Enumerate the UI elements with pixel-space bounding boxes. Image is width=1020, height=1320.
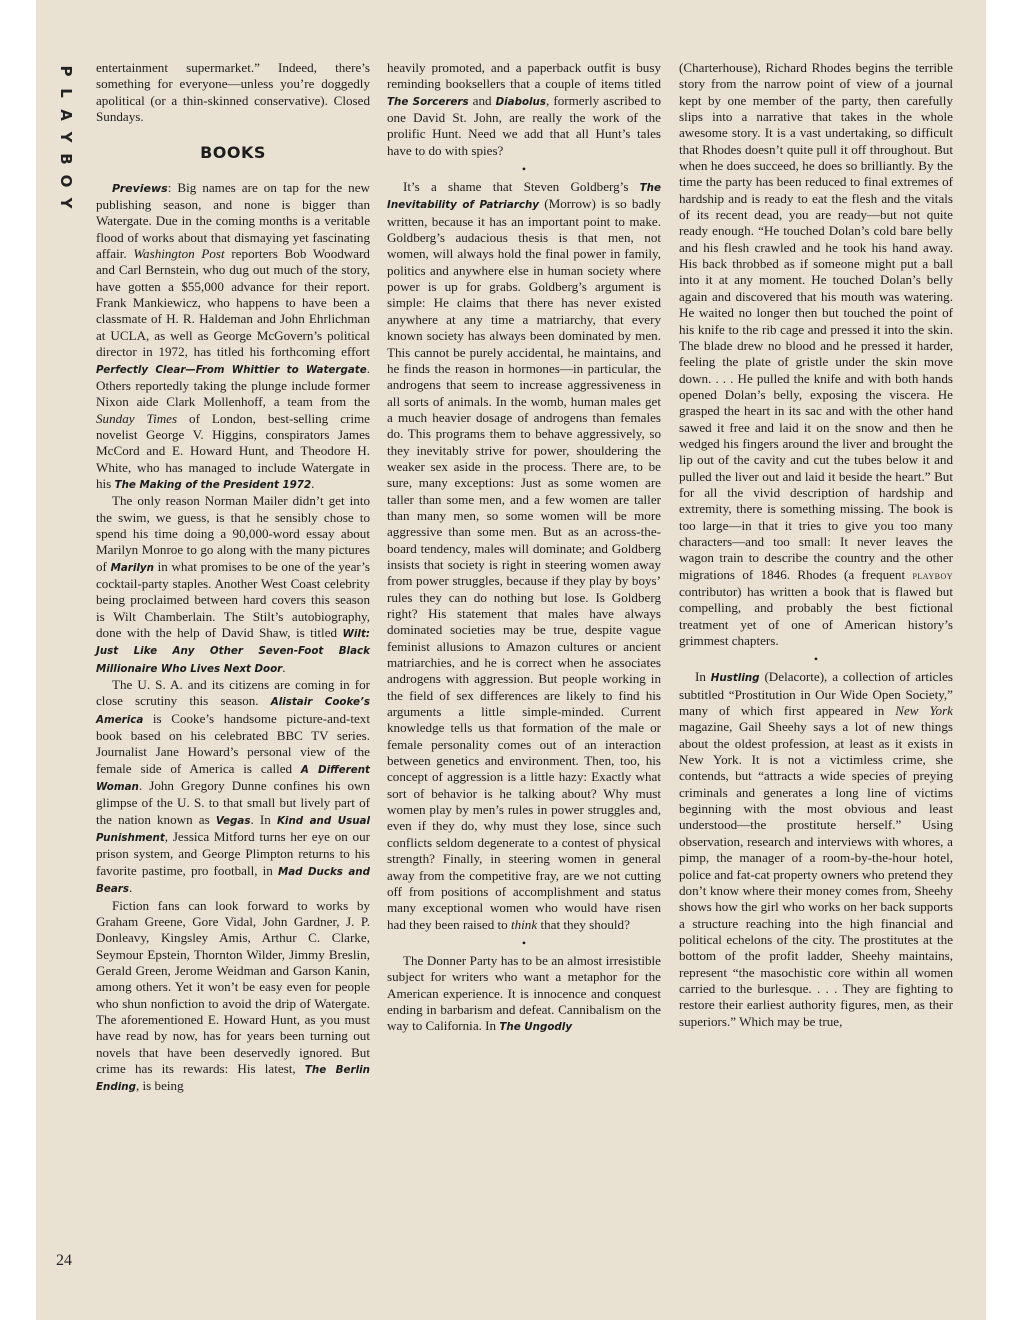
publication-name: New York	[895, 703, 953, 719]
text-column-2	[387, 60, 661, 1036]
book-title: Vegas	[215, 814, 251, 827]
book-title: The Making of the President 1972	[114, 478, 312, 491]
paragraph: Fiction fans can look forward to works by Graham Greene, Gore Vidal, John Gardner, J. P. Donleavy, Kingsley Amis, Arthur C. Clarke, Seymour Epstein, Thornton Wilder, Jimmy Breslin, Gerald Green, Jerome Weidman and Garson Kanin, among others. Yet it won’t be easy even for people who shun nonfiction to avoid the drip of Watergate. The aforementioned E. Howard Hunt, as you must have read by now, has for years been turning out novels that have been deservedly ignored. But crime has its rewards: His latest, The Berlin Ending, is being	[96, 897, 370, 1094]
section-bullet: •	[521, 162, 527, 177]
magazine-name: playboy	[912, 569, 953, 582]
section-heading: BOOKS	[200, 143, 266, 163]
paragraph: heavily promoted, and a paperback outfit is busy reminding booksellers that a couple of items titled The Sorcerers and Diabolus, formerly ascribed to one David St. John, are really the work of the prolific Hunt. Need we add that all Hunt’s tales have to do with spies?	[387, 60, 661, 158]
book-title: Hustling	[710, 672, 760, 685]
text-column-3	[679, 60, 953, 1030]
sidebar-letter: A	[57, 109, 75, 121]
sidebar-letter: Y	[57, 197, 75, 209]
text-column-1	[96, 60, 370, 1096]
paragraph: The U. S. A. and its citizens are coming in for close scrutiny this season. Alistair Cooke’s America is Cooke’s handsome picture-and-text book based on his celebrated BBC TV series. Journalist Jane Howard’s personal view of the female side of America is called A Different Woman. John Gregory Dunne confines his own glimpse of the U. S. to that small but lively part of the nation known as Vegas. In Kind and Usual Punishment, Jessica Mitford turns her eye on our prison system, and George Plimpton returns to his favorite pastime, pro football, in Mad Ducks and Bears.	[96, 677, 371, 896]
magazine-sidebar-label	[56, 60, 76, 214]
paragraph: entertainment supermarket.” Indeed, there’s something for everyone—unless you’re doggedly apolitical (or a thin-skinned conservative). Closed Sundays.	[96, 60, 370, 125]
book-title: Mad Ducks and Bears	[96, 865, 371, 896]
paragraph: Previews: Big names are on tap for the new publishing season, and none is bigger than Watergate. Due in the coming months is a veritable flood of works about that dismaying yet fascinating affair. Washington Post reporters Bob Woodward and Carl Bernstein, who dug out much of the story, have gotten a $55,000 advance for their report. Frank Mankiewicz, who happens to have been a classmate of H. R. Haldeman and John Ehrlichman at UCLA, as well as George McGovern’s political director in 1972, has titled his forthcoming effort Perfectly Clear—From Whittier to Watergate. Others reportedly taking the plunge include former Nixon aide Clark Mollenhoff, a team from the Sunday Times of London, best-selling crime novelist George V. Higgins, conspirators James McCord and E. Howard Hunt, and Theodore H. White, who has managed to include Watergate in his The Making of the President 1972.	[96, 179, 370, 491]
book-title: The Inevitability of Patriarchy	[387, 182, 661, 212]
sidebar-letter: B	[57, 153, 75, 165]
book-title: Marilyn	[110, 561, 154, 574]
sidebar-letter: O	[57, 174, 75, 188]
book-title: Kind and Usual Punishment	[96, 814, 371, 845]
book-title: The Ungodly	[499, 1021, 573, 1034]
paragraph: It’s a shame that Steven Goldberg’s The Inevitability of Patriarchy (Morrow) is so badly written, because it has an important point to make. Goldberg’s audacious thesis is that men, not women, will always hold the final power in family, politics and anywhere else in human society where power is up for grabs. Goldberg’s argument is simple: He claims that there has never existed anywhere at any time a matriarchy, that every known society has always been dominated by men. This cannot be purely accidental, he maintains, and he finds the reason in hormones—in particular, the androgens that seem to increase aggressiveness in all sorts of animals. In the womb, human males get a much heavier dosage of androgens than females do. This programs them to behave aggressively, so they inevitably strive for power, shouldering the weaker sex aside in the process. There are, to be sure, many exceptions: Just as some women are taller than some men, and a few women are taller than many men, so some women will be more aggressive than some men. But as an across-the-board tendency, males will dominate; and Goldberg insists that society is right in steering women away from power struggles, because if they play by boys’ rules they can do nothing but lose. Is Goldberg right? His statement that males have always dominated societies may be true, despite vague feminist allusions to Amazon cultures or ancient matriarchies, and he is correct when he associates androgens with aggression. But people working in the field of sex differences are likely to find his arguments a little simple-minded. Current knowledge tells us that formation of the male or female personality comes out of an interaction between genetics and environment. Then, too, his concept of aggression is a little hazy: Exactly what sort of behavior is he talking about? Why must women play by men’s rules in power struggles and, even if they do, why must they lose, since such conflicts seldom degenerate to a contest of physical strength? Finally, in steering women in general away from the competitive fray, are we not cutting off from positions of accomplishment and status many exceptional women who would have risen had they been raised to think that they should?	[387, 179, 661, 932]
book-title: The Berlin Ending	[96, 1063, 370, 1094]
paragraph: The Donner Party has to be an almost irresistible subject for writers who want a metaphor for the American experience. It is innocence and conquest ending in barbarism and defeat. Cannibalism on the way to California. In The Ungodly	[387, 952, 661, 1034]
emphasis: think	[510, 916, 538, 932]
publication-name: Washington Post	[133, 246, 225, 262]
section-bullet: •	[813, 652, 819, 667]
book-title: Wilt: Just Like Any Other Seven-Foot Black Millionaire Who Lives Next Door	[96, 628, 370, 675]
sidebar-letter: Y	[57, 131, 75, 143]
sidebar-letter: L	[57, 88, 75, 98]
book-title: Diabolus	[495, 95, 547, 108]
paragraph: (Charterhouse), Richard Rhodes begins the terrible story from the narrow point of view of a journal kept by one member of the party, then carefully slips into a narrative that takes in the whole awesome story. It is a vast undertaking, so difficult that Rhodes doesn’t quite pull it off throughout. But when he does succeed, he does so brilliantly. By the time the party has been reduced to final extremes of hardship and is ready to eat the flesh and the vitals of its recent dead, you are ready—but not quite ready enough. “He touched Dolan’s cold bare belly and his flesh crawled and he took his hand away. His back throbbed as if someone might put a ball into it at any moment. He touched Dolan’s belly again and discovered that his mouth was watering. He waited no longer then but touched the point of his knife to the rib cage and pressed it into the skin. The blade drew no blood and he pressed it harder, feeling the plate of gristle under the skin move down. . . . He pulled the knife and with both hands opened Dolan’s belly, exposing the viscera. He grasped the heart in its sac and with the other hand sawed it free and laid it on the snow and then he wedged his fingers around the liver and brought the lip out of the cavity and cut the tubes below it and pulled the liver out and laid it beside the heart.” But for all the vivid description of hardship and extremity, there is something missing. The book is too large—in that it tries to give you too many characters—and too small: It never leaves the wagon train to describe the country and the other migrations of 1846. Rhodes (a frequent playboy contributor) has written a book that is flawed but compelling, and probably the best fictional treatment yet of one of American history’s grimmest chapters.	[679, 60, 953, 649]
paragraph: In Hustling (Delacorte), a collection of articles subtitled “Prostitution in Our Wide Open Society,” many of which first appeared in New York magazine, Gail Sheehy says a lot of new things about the oldest profession, at least as it exists in New York. It is not a victimless crime, she contends, but “attracts a wide species of preying criminals and generates a long line of victims beginning with the most obvious and least understood—the prostitute herself.” Using observation, research and interviews with whores, a pimp, the manager of a room-by-the-hour hotel, police and fat-cat property owners who pretend they don’t know where their money comes from, Sheehy shows how the girl who works on her back supports a structure reaching into the high financial and political echelons of the city. The prostitutes at the bottom of the profit ladder, Sheehy maintains, represent “the masochistic core within all women carried to the burlesque. . . . They are fighting to restore their earliest authority figures, men, as their superiors.” Which may be true,	[679, 669, 953, 1029]
book-title: A Different Woman	[96, 763, 370, 794]
book-title: Alistair Cooke’s America	[96, 696, 371, 726]
paragraph: The only reason Norman Mailer didn’t get into the swim, we guess, is that he sensibly chose to spend his time doing a 90,000-word essay about Marilyn Monroe to go along with the many pictures of Marilyn in what promises to be one of the year’s cocktail-party staples. Another West Coast celebrity being proclaimed between hard covers this season is Wilt Chamberlain. The Stilt’s autobiography, done with the help of David Shaw, is titled Wilt: Just Like Any Other Seven-Foot Black Millionaire Who Lives Next Door.	[96, 493, 370, 675]
lead-in: Previews	[112, 181, 168, 195]
sidebar-letter: P	[57, 65, 75, 77]
book-title: The Sorcerers	[387, 95, 469, 108]
page-number: 24	[56, 1252, 72, 1269]
publication-name: Sunday Times	[96, 410, 178, 426]
section-bullet: •	[521, 935, 527, 950]
book-title: Perfectly Clear—From Whittier to Watergate	[96, 363, 367, 376]
